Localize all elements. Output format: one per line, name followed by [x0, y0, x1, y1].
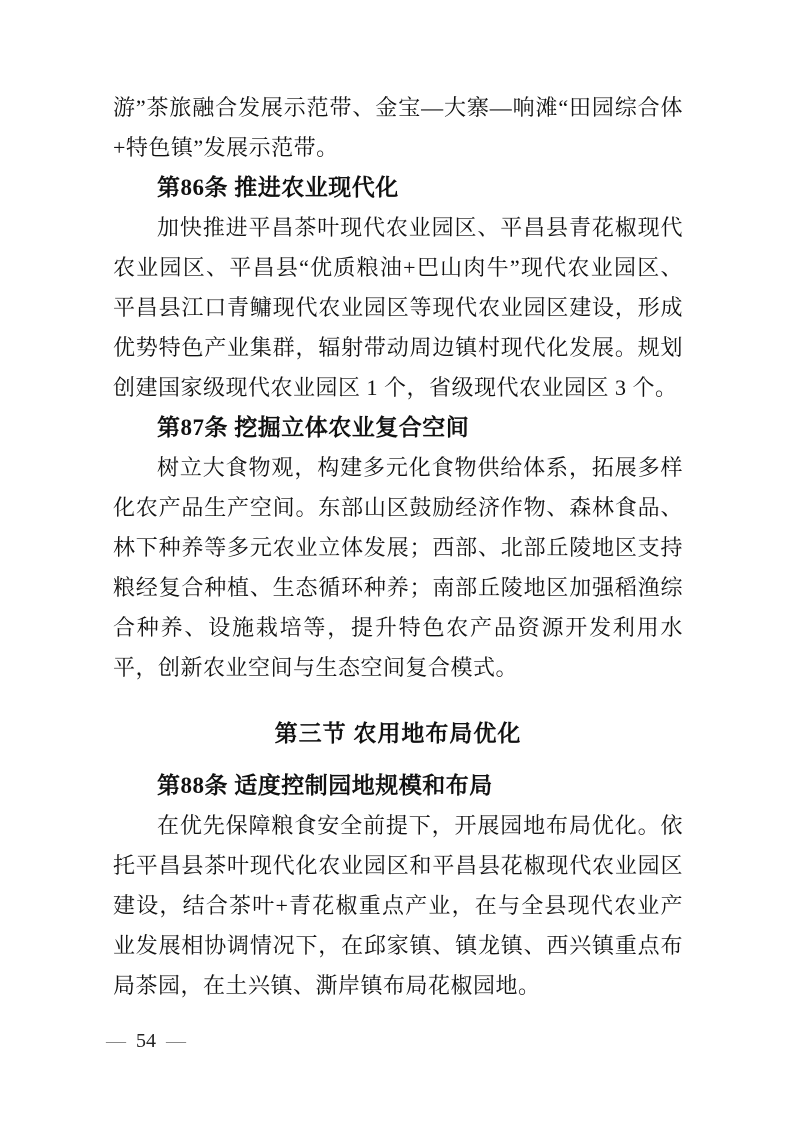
article-heading-87: 第87条 挖掘立体农业复合空间 — [157, 415, 470, 440]
paragraph-article-88: 在优先保障粮食安全前提下，开展园地布局优化。依托平昌县茶叶现代化农业园区和平昌县花椒现代农业园区建设，结合茶叶+青花椒重点产业，在与全县现代农业产业发展相协调情况下，在邱家镇、镇龙镇、西兴镇重点布局茶园，在土兴镇、澌岸镇布局花椒园地。 — [113, 813, 683, 998]
paragraph-article-86: 加快推进平昌茶叶现代农业园区、平昌县青花椒现代农业园区、平昌县“优质粮油+巴山肉牛”现代农业园区、平昌县江口青鳙现代农业园区等现代农业园区建设，形成优势特色产业集群，辐射带动周边镇村现代化发展。规划创建国家级现代农业园区 1 个，省级现代农业园区 3 个。 — [113, 215, 683, 400]
footer-dash-left: — — [106, 1030, 126, 1052]
page-content — [113, 88, 683, 1006]
page-number: 54 — [136, 1030, 156, 1052]
footer-dash-right: — — [166, 1030, 186, 1052]
article-heading-86: 第86条 推进农业现代化 — [157, 175, 399, 200]
page-footer — [100, 1028, 192, 1054]
paragraph-article-87: 树立大食物观，构建多元化食物供给体系，拓展多样化农产品生产空间。东部山区鼓励经济作物、森林食品、林下种养等多元农业立体发展；西部、北部丘陵地区支持粮经复合种植、生态循环种养；南部丘陵地区加强稻渔综合种养、设施栽培等，提升特色农产品资源开发利用水平，创新农业空间与生态空间复合模式。 — [113, 455, 683, 680]
section-heading-3: 第三节 农用地布局优化 — [274, 721, 522, 746]
paragraph-continuation: 游”茶旅融合发展示范带、金宝—大寨—响滩“田园综合体+特色镇”发展示范带。 — [113, 95, 683, 160]
article-heading-88: 第88条 适度控制园地规模和布局 — [157, 773, 493, 798]
